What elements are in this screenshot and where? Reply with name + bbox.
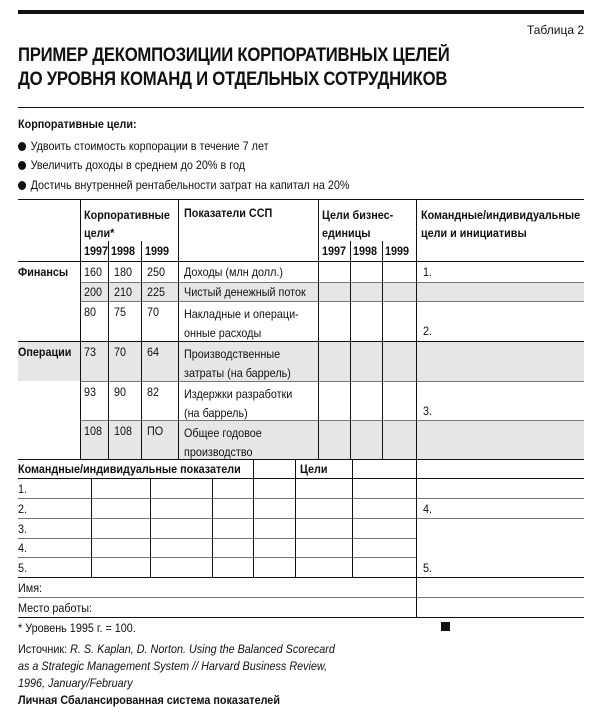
- initiative-number: 4.: [423, 502, 433, 516]
- value-cell: 93: [84, 385, 97, 399]
- team-metrics-header: Командные/индивидуальные показатели: [18, 462, 241, 476]
- form-row-number: 2.: [18, 502, 28, 516]
- page-title: [18, 44, 450, 92]
- title-line-1: ПРИМЕР ДЕКОМПОЗИЦИИ КОРПОРАТИВНЫХ ЦЕЛЕЙ: [18, 45, 450, 66]
- value-cell: 225: [147, 285, 166, 299]
- year-header: 1999: [385, 244, 410, 258]
- value-cell: 70: [147, 305, 160, 319]
- form-row-number: 5.: [18, 561, 28, 575]
- metric-cell: Издержки разработки (на баррель): [184, 387, 293, 420]
- bsc-metrics-header: Показатели ССП: [184, 206, 273, 220]
- title-line-2: ДО УРОВНЯ КОМАНД И ОТДЕЛЬНЫХ СОТРУДНИКОВ: [18, 69, 448, 90]
- year-header: 1997: [322, 244, 347, 258]
- metric-cell: Общее годовое производство: [184, 426, 262, 459]
- value-cell: 200: [84, 285, 103, 299]
- top-rule: [18, 10, 584, 14]
- form-row-number: 3.: [18, 522, 28, 536]
- goal-item: Удвоить стоимость корпорации в течение 7 лет: [18, 139, 269, 153]
- metric-cell: Производственные затраты (на баррель): [184, 347, 291, 380]
- value-cell: 82: [147, 385, 160, 399]
- team-goals-header: Командные/индивидуальные цели и инициативы: [421, 208, 581, 240]
- value-cell: ПО: [147, 424, 164, 438]
- goal-item: Достичь внутренней рентабельности затрат на капитал на 20%: [18, 178, 349, 192]
- workplace-label: Место работы:: [18, 601, 93, 615]
- end-mark-icon: [441, 622, 450, 631]
- initiative-number: 1.: [423, 265, 433, 279]
- year-header: 1997: [84, 244, 109, 258]
- initiative-number: 2.: [423, 324, 433, 338]
- value-cell: 250: [147, 265, 166, 279]
- value-cell: 108: [114, 424, 133, 438]
- table-number: Таблица 2: [526, 23, 584, 37]
- value-cell: 90: [114, 385, 127, 399]
- goals-header: Цели: [300, 462, 328, 476]
- name-label: Имя:: [18, 581, 43, 595]
- value-cell: 80: [84, 305, 97, 319]
- bullet-icon: [18, 181, 26, 190]
- value-cell: 70: [114, 345, 127, 359]
- value-cell: 180: [114, 265, 133, 279]
- initiative-number: 3.: [423, 404, 433, 418]
- corporate-goals-label: Корпоративные цели:: [18, 117, 137, 131]
- header-bottom-rule: [18, 261, 584, 262]
- year-header: 1999: [145, 244, 170, 258]
- metric-cell: Накладные и операци- онные расходы: [184, 307, 299, 340]
- year-header: 1998: [111, 244, 136, 258]
- bullet-icon: [18, 142, 26, 151]
- value-cell: 210: [114, 285, 133, 299]
- bullet-icon: [18, 161, 26, 170]
- value-cell: 73: [84, 345, 97, 359]
- table-bottom-rule: [18, 459, 584, 460]
- metric-cell: Чистый денежный поток: [184, 285, 306, 299]
- initiative-number: 5.: [423, 561, 433, 575]
- section-rule: [18, 341, 584, 342]
- metric-cell: Доходы (млн долл.): [184, 265, 283, 279]
- form-row-number: 1.: [18, 482, 28, 496]
- value-cell: 64: [147, 345, 160, 359]
- row-shade: [18, 341, 584, 381]
- source-note: Источник: R. S. Kaplan, D. Norton. Using the Balanced Scorecard as a Strategic Management System // Harvard Business Review, 1996, January/February: [18, 642, 335, 690]
- footnote: * Уровень 1995 г. = 100.: [18, 621, 136, 635]
- value-cell: 108: [84, 424, 103, 438]
- goal-item: Увеличить доходы в среднем до 20% в год: [18, 158, 245, 172]
- table-top-rule: [18, 199, 584, 200]
- section-label: Финансы: [18, 265, 69, 279]
- year-header: 1998: [353, 244, 378, 258]
- section-label: Операции: [18, 345, 72, 359]
- caption: Личная Сбалансированная система показателей: [18, 693, 280, 707]
- biz-unit-goals-header: Цели бизнес- единицы: [322, 208, 394, 240]
- value-cell: 160: [84, 265, 103, 279]
- value-cell: 75: [114, 305, 127, 319]
- corp-goals-header: Корпоративные цели*: [84, 208, 170, 240]
- title-divider: [18, 107, 584, 108]
- form-row-number: 4.: [18, 541, 28, 555]
